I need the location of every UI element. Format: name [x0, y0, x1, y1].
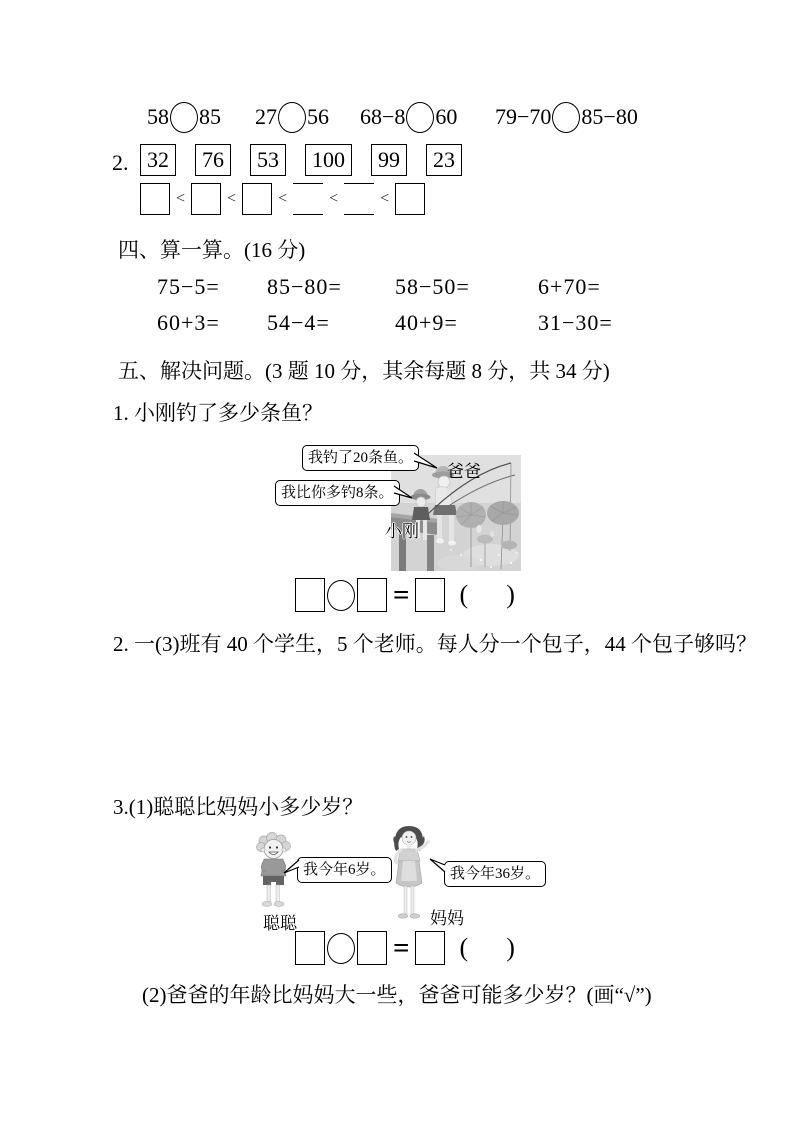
- child-label: 聪聪: [263, 914, 297, 933]
- comparison-answer-circle[interactable]: [406, 102, 434, 133]
- compare-exercise-item: [147, 100, 221, 134]
- compare-left-value: 58: [147, 104, 169, 129]
- less-than-sign: <: [227, 190, 237, 207]
- speech-bubble-tail-icon: [428, 857, 446, 878]
- section-five-heading: 五、解决问题。(3 题 10 分，其余每题 8 分，共 34 分): [118, 359, 610, 383]
- calc-expression: 60+3=: [157, 310, 220, 335]
- calc-expression: 58−50=: [395, 274, 470, 299]
- mom-speech-bubble: 我今年36岁。: [444, 861, 546, 887]
- number-card: 76: [195, 144, 231, 176]
- compare-left-value: 27: [255, 104, 277, 129]
- comparison-answer-circle[interactable]: [170, 102, 198, 133]
- problem1-question: 1. 小刚钓了多少条鱼？: [113, 401, 323, 425]
- calc-expression: 31−30=: [538, 310, 613, 335]
- answer-slot-lines[interactable]: [344, 183, 374, 215]
- mom-figure-illustration: [387, 824, 431, 922]
- answer-slot-lines[interactable]: [293, 183, 323, 215]
- comparison-answer-circle[interactable]: [552, 102, 580, 133]
- speech-bubble-tail-icon: [393, 483, 414, 502]
- calc-expression: 54−4=: [267, 310, 330, 335]
- compare-left-value: 68−8: [360, 104, 406, 129]
- close-paren: ): [506, 580, 515, 609]
- operator-answer-circle[interactable]: [327, 933, 355, 964]
- close-paren: ): [506, 933, 515, 962]
- problem3-question: 3.(1)聪聪比妈妈小多少岁？: [113, 795, 364, 819]
- problem3-part2-question: (2)爸爸的年龄比妈妈大一些，爸爸可能多少岁？(画“√”): [142, 983, 652, 1007]
- equation-answer-row-1: [295, 577, 515, 613]
- equals-sign: =: [393, 932, 410, 964]
- answer-slot-box[interactable]: [140, 183, 170, 215]
- dad-speech-bubble: 我钓了20条鱼。: [302, 445, 419, 471]
- comparison-answer-circle[interactable]: [278, 102, 306, 133]
- exercise-number-label: 2.: [112, 150, 129, 175]
- compare-exercise-item: [360, 100, 457, 134]
- operator-answer-circle[interactable]: [327, 580, 355, 611]
- speech-bubble-tail-icon: [413, 450, 439, 472]
- son-speech-bubble: 我比你多钓8条。: [275, 480, 400, 506]
- calc-expression: 85−80=: [267, 274, 342, 299]
- dad-label: 爸爸: [447, 462, 481, 481]
- calc-expression: 6+70=: [538, 274, 601, 299]
- less-than-sign: <: [176, 190, 186, 207]
- answer-box[interactable]: [415, 578, 445, 612]
- number-cards-row: [140, 144, 462, 176]
- calc-expression: 40+9=: [395, 310, 458, 335]
- equation-answer-row-2: [295, 930, 515, 966]
- problem2-question: 2. 一(3)班有 40 个学生，5 个老师。每人分一个包子，44 个包子够吗？: [113, 632, 757, 656]
- compare-exercise-item: [255, 100, 329, 134]
- mom-label: 妈妈: [430, 909, 464, 928]
- son-label: 小刚: [385, 522, 419, 541]
- child-speech-bubble: 我今年6岁。: [297, 857, 392, 883]
- number-card: 100: [305, 144, 352, 176]
- number-card: 99: [371, 144, 407, 176]
- answer-box[interactable]: [295, 578, 325, 612]
- equals-sign: =: [393, 579, 410, 611]
- compare-right-value: 85: [199, 104, 221, 129]
- answer-box[interactable]: [357, 931, 387, 965]
- less-than-sign: <: [329, 190, 339, 207]
- answer-slot-box[interactable]: [395, 183, 425, 215]
- compare-left-value: 79−70: [495, 104, 552, 129]
- number-card: 23: [426, 144, 462, 176]
- answer-box[interactable]: [295, 931, 325, 965]
- section-four-heading: 四、算一算。(16 分): [118, 238, 306, 262]
- compare-right-value: 60: [435, 104, 458, 129]
- answer-slot-box[interactable]: [191, 183, 221, 215]
- open-paren: (: [459, 933, 469, 962]
- open-paren: (: [459, 580, 469, 609]
- answer-box[interactable]: [357, 578, 387, 612]
- compare-exercise-item: [495, 100, 638, 134]
- number-card: 32: [140, 144, 176, 176]
- answer-box[interactable]: [415, 931, 445, 965]
- ordering-slots-row: [140, 182, 425, 216]
- speech-bubble-tail-icon: [283, 856, 300, 877]
- less-than-sign: <: [380, 190, 390, 207]
- compare-right-value: 85−80: [581, 104, 638, 129]
- number-card: 53: [250, 144, 286, 176]
- compare-right-value: 56: [307, 104, 329, 129]
- less-than-sign: <: [278, 190, 288, 207]
- calc-expression: 75−5=: [157, 274, 220, 299]
- answer-slot-box[interactable]: [242, 183, 272, 215]
